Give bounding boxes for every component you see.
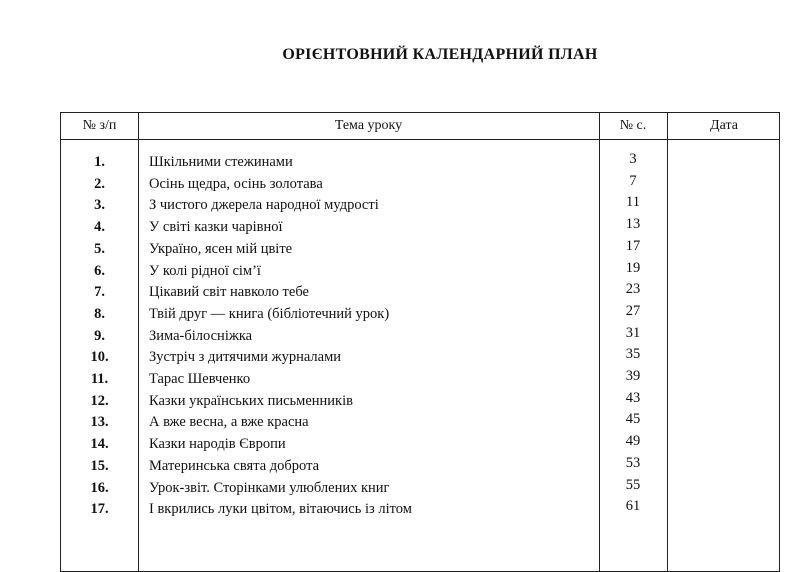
row-number: 2. bbox=[94, 175, 105, 192]
row-topic: Цікавий світ навколо тебе bbox=[149, 284, 309, 301]
row-page: 55 bbox=[625, 476, 641, 493]
row-topic: Осінь щедра, осінь золотава bbox=[149, 175, 323, 192]
table-row bbox=[61, 498, 779, 523]
table-row bbox=[61, 302, 779, 328]
row-number: 12. bbox=[90, 392, 109, 409]
table-row bbox=[61, 216, 779, 241]
row-number: 17. bbox=[90, 501, 109, 518]
header-topic: Тема уроку bbox=[334, 118, 403, 133]
row-number: 10. bbox=[90, 349, 109, 366]
row-topic: З чистого джерела народної мудрості bbox=[149, 197, 379, 214]
row-topic: Казки українських письменників bbox=[149, 392, 353, 409]
table-row bbox=[61, 346, 779, 371]
table-row bbox=[61, 411, 779, 436]
table-row bbox=[61, 368, 779, 393]
row-topic: Материнська свята доброта bbox=[149, 457, 320, 474]
calendar-plan-table bbox=[60, 112, 780, 572]
row-topic: Тарас Шевченко bbox=[149, 371, 251, 387]
row-number: 11. bbox=[90, 371, 109, 387]
table-row bbox=[61, 281, 779, 306]
row-number: 9. bbox=[94, 327, 105, 344]
table-row bbox=[61, 194, 779, 219]
row-topic: Казки народів Європи bbox=[149, 436, 286, 453]
header-divider bbox=[61, 139, 779, 140]
row-page: 43 bbox=[625, 389, 641, 406]
row-topic: Шкільними стежинами bbox=[149, 154, 293, 170]
row-page: 13 bbox=[625, 216, 641, 233]
row-topic: Зустріч з дитячими журналами bbox=[149, 349, 342, 366]
header-date: Дата bbox=[710, 118, 738, 133]
row-number: 8. bbox=[94, 305, 105, 322]
row-page: 27 bbox=[625, 302, 641, 319]
row-page: 17 bbox=[625, 237, 641, 254]
table-row bbox=[61, 259, 779, 285]
row-page: 45 bbox=[625, 411, 641, 428]
row-number: 3. bbox=[94, 197, 105, 214]
row-page: 49 bbox=[625, 433, 641, 450]
table-row bbox=[61, 324, 779, 350]
row-number: 6. bbox=[94, 262, 105, 279]
row-topic: Урок-звіт. Сторінками улюблених книг bbox=[149, 479, 390, 496]
row-page: 39 bbox=[625, 368, 641, 384]
table-row bbox=[61, 151, 779, 176]
row-page: 3 bbox=[629, 151, 637, 167]
row-number: 15. bbox=[90, 457, 109, 474]
row-topic: Україно, ясен мій цвіте bbox=[149, 240, 293, 257]
row-page: 11 bbox=[626, 194, 640, 211]
row-topic: І вкрились луки цвітом, вітаючись із літом bbox=[149, 501, 412, 518]
row-page: 23 bbox=[625, 281, 641, 298]
table-row bbox=[61, 389, 779, 415]
row-page: 7 bbox=[629, 172, 637, 189]
table-row bbox=[61, 172, 779, 198]
row-topic: Твій друг — книга (бібліотечний урок) bbox=[149, 305, 390, 322]
page-title: ОРІЄНТОВНИЙ КАЛЕНДАРНИЙ ПЛАН bbox=[282, 46, 598, 63]
row-page: 31 bbox=[625, 324, 641, 341]
table-row bbox=[61, 433, 779, 458]
row-page: 35 bbox=[625, 346, 641, 363]
row-page: 61 bbox=[625, 498, 641, 515]
row-page: 53 bbox=[625, 454, 641, 471]
row-topic: А вже весна, а вже красна bbox=[149, 414, 309, 431]
table-row bbox=[61, 237, 779, 263]
row-number: 1. bbox=[94, 154, 105, 170]
table-row bbox=[61, 454, 779, 480]
row-number: 5. bbox=[94, 240, 105, 257]
row-topic: У світі казки чарівної bbox=[149, 219, 283, 236]
row-page: 19 bbox=[625, 259, 641, 276]
row-topic: Зима-білосніжка bbox=[149, 327, 253, 344]
header-num: № з/п bbox=[82, 118, 117, 133]
table-row bbox=[61, 476, 779, 502]
row-number: 13. bbox=[90, 414, 109, 431]
row-number: 16. bbox=[90, 479, 109, 496]
row-number: 4. bbox=[94, 219, 105, 236]
header-page: № с. bbox=[619, 118, 647, 133]
row-topic: У колі рідної сім’ї bbox=[149, 262, 261, 279]
row-number: 14. bbox=[90, 436, 109, 453]
row-number: 7. bbox=[94, 284, 105, 301]
